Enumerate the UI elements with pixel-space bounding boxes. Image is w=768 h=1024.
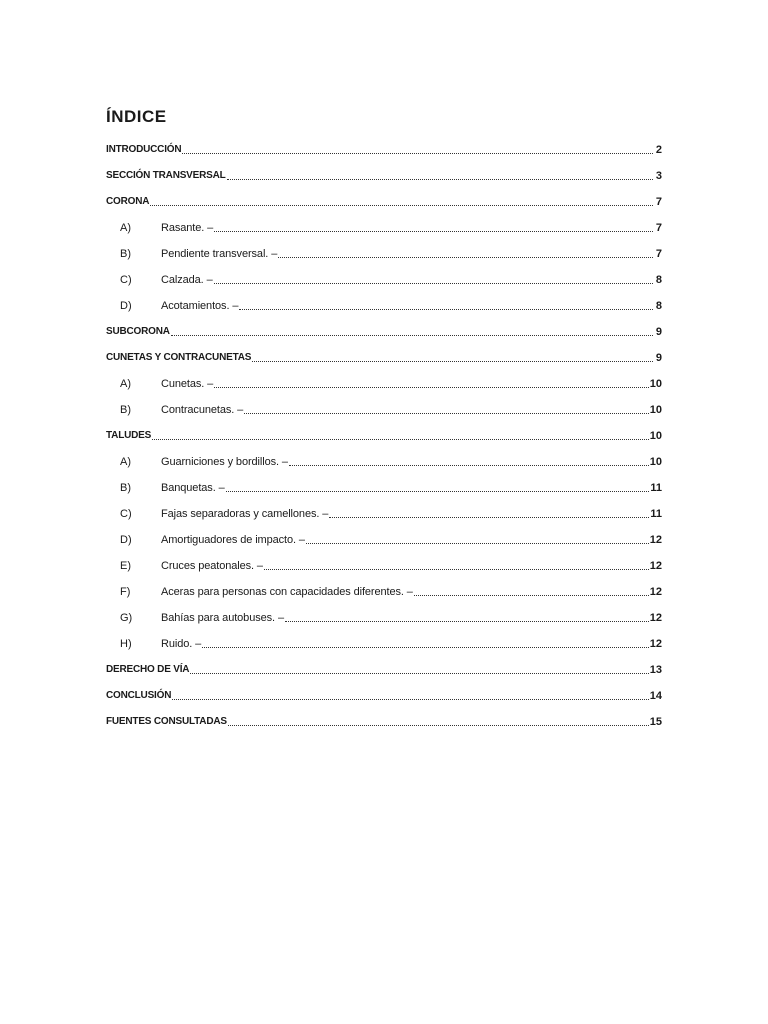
toc-entry[interactable] [106, 183, 662, 209]
toc-entry-page: 10 [649, 430, 662, 442]
toc-entry-page: 2 [655, 144, 662, 156]
toc-subentry[interactable] [106, 521, 662, 547]
toc-subentry[interactable] [106, 469, 662, 495]
index-title: ÍNDICE [106, 107, 167, 126]
toc-subentry-page: 10 [649, 456, 662, 468]
dot-leader [239, 308, 653, 310]
toc-subentry-letter: A) [120, 456, 131, 468]
dot-leader [214, 386, 649, 388]
toc-entry-label: INTRODUCCIÓN [106, 144, 182, 155]
dot-leader [152, 438, 649, 440]
toc-entry[interactable] [106, 339, 662, 365]
toc-subentry[interactable] [106, 209, 662, 235]
toc-subentry[interactable] [106, 625, 662, 651]
toc-entry[interactable] [106, 157, 662, 183]
toc-subentry[interactable] [106, 573, 662, 599]
toc-entry-page: 9 [655, 326, 662, 338]
toc-subentry-page: 7 [655, 222, 662, 234]
dot-leader [278, 256, 653, 258]
dot-leader [226, 490, 650, 492]
toc-entry[interactable] [106, 651, 662, 677]
toc-entry-page: 15 [649, 716, 662, 728]
toc-subentry[interactable] [106, 599, 662, 625]
toc-subentry-label: Cunetas. – [161, 378, 214, 390]
toc-subentry-page: 8 [655, 274, 662, 286]
toc-subentry-label: Contracunetas. – [161, 404, 244, 416]
toc-subentry-letter: G) [120, 612, 133, 624]
toc-subentry-letter: D) [120, 300, 132, 312]
toc-subentry-letter: H) [120, 638, 132, 650]
dot-leader [214, 230, 653, 232]
toc-subentry-label: Amortiguadores de impacto. – [161, 534, 305, 546]
toc-subentry-label: Cruces peatonales. – [161, 560, 263, 572]
toc-subentry-letter: E) [120, 560, 131, 572]
toc-entry-label: CORONA [106, 196, 150, 207]
toc-subentry-letter: B) [120, 404, 131, 416]
toc-subentry-letter: C) [120, 274, 132, 286]
toc-subentry-letter: D) [120, 534, 132, 546]
dot-leader [228, 724, 649, 726]
dot-leader [285, 620, 649, 622]
toc-subentry-page: 11 [650, 508, 662, 520]
toc-subentry-page: 12 [649, 560, 662, 572]
dot-leader [329, 516, 649, 518]
toc-subentry-label: Rasante. – [161, 222, 214, 234]
toc-entry-label: DERECHO DE VÍA [106, 664, 190, 675]
toc-entry[interactable] [106, 703, 662, 729]
toc-subentry-label: Aceras para personas con capacidades diferentes. – [161, 586, 413, 598]
toc-subentry-letter: A) [120, 378, 131, 390]
toc-subentry-label: Guarniciones y bordillos. – [161, 456, 288, 468]
toc-subentry-letter: A) [120, 222, 131, 234]
toc-subentry-label: Fajas separadoras y camellones. – [161, 508, 329, 520]
toc-subentry-page: 10 [649, 404, 662, 416]
dot-leader [150, 204, 653, 206]
dot-leader [190, 672, 648, 674]
toc-subentry[interactable] [106, 391, 662, 417]
toc-subentry-letter: C) [120, 508, 132, 520]
toc-entry-page: 3 [655, 170, 662, 182]
toc-subentry-label: Acotamientos. – [161, 300, 239, 312]
toc-subentry[interactable] [106, 443, 662, 469]
toc-entry-page: 14 [649, 690, 662, 702]
toc-subentry[interactable] [106, 495, 662, 521]
toc-entry[interactable] [106, 677, 662, 703]
dot-leader [172, 698, 649, 700]
dot-leader [264, 568, 649, 570]
toc-entry-page: 9 [655, 352, 662, 364]
toc-subentry[interactable] [106, 547, 662, 573]
toc-entry[interactable] [106, 131, 662, 157]
toc-entry-label: TALUDES [106, 430, 152, 441]
toc-subentry-page: 10 [649, 378, 662, 390]
toc-subentry-label: Banquetas. – [161, 482, 225, 494]
dot-leader [182, 152, 653, 154]
toc-entry-label: CONCLUSIÓN [106, 690, 172, 701]
dot-leader [214, 282, 653, 284]
toc-subentry-page: 12 [649, 586, 662, 598]
toc-subentry-page: 12 [649, 612, 662, 624]
toc-entry-label: FUENTES CONSULTADAS [106, 716, 227, 727]
toc-subentry-page: 12 [649, 534, 662, 546]
toc-entry-label: CUNETAS Y CONTRACUNETAS [106, 352, 252, 363]
dot-leader [252, 360, 653, 362]
dot-leader [244, 412, 649, 414]
toc-subentry[interactable] [106, 287, 662, 313]
toc-entry-page: 7 [655, 196, 662, 208]
dot-leader [171, 334, 653, 336]
toc-subentry-label: Calzada. – [161, 274, 213, 286]
toc-subentry[interactable] [106, 365, 662, 391]
toc-subentry-letter: F) [120, 586, 131, 598]
toc-subentry[interactable] [106, 261, 662, 287]
toc-subentry-page: 11 [650, 482, 662, 494]
dot-leader [227, 178, 653, 180]
toc-subentry-page: 7 [655, 248, 662, 260]
toc-subentry-page: 12 [649, 638, 662, 650]
toc-subentry[interactable] [106, 235, 662, 261]
toc-entry[interactable] [106, 417, 662, 443]
table-of-contents [106, 131, 662, 729]
toc-subentry-label: Ruido. – [161, 638, 202, 650]
toc-entry[interactable] [106, 313, 662, 339]
toc-subentry-letter: B) [120, 248, 131, 260]
dot-leader [306, 542, 649, 544]
toc-entry-page: 13 [649, 664, 662, 676]
toc-subentry-label: Pendiente transversal. – [161, 248, 278, 260]
toc-entry-label: SECCIÓN TRANSVERSAL [106, 170, 226, 181]
dot-leader [414, 594, 649, 596]
dot-leader [202, 646, 649, 648]
toc-entry-label: SUBCORONA [106, 326, 170, 337]
document-page [106, 104, 662, 729]
toc-subentry-label: Bahías para autobuses. – [161, 612, 284, 624]
toc-subentry-letter: B) [120, 482, 131, 494]
dot-leader [289, 464, 649, 466]
toc-subentry-page: 8 [655, 300, 662, 312]
